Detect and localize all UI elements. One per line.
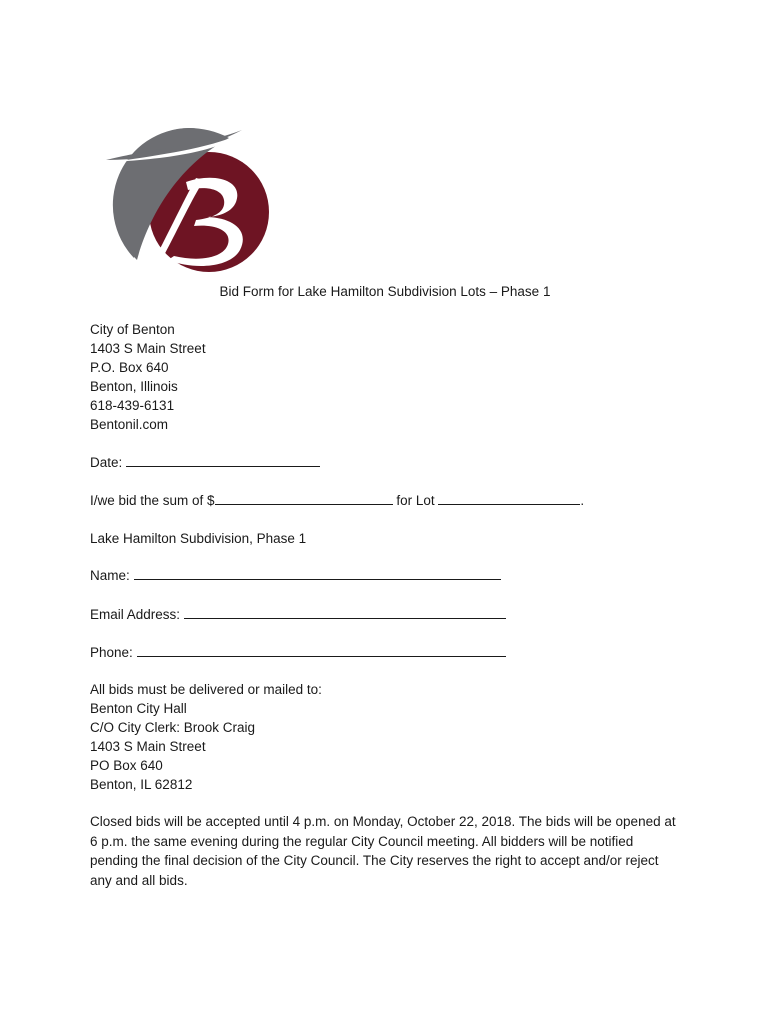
- delivery-line: Benton, IL 62812: [90, 777, 193, 792]
- name-label: Name:: [90, 568, 130, 583]
- benton-b-logo: [104, 120, 274, 290]
- date-row: [90, 453, 690, 472]
- closing-paragraph: Closed bids will be accepted until 4 p.m. on Monday, October 22, 2018. The bids will be opened at 6 p.m. the same evening during the regular City Council meeting. All bidders will be notified pending the final decision of the City Council. The City reserves the right to accept and/or reject any and all bids.: [90, 814, 676, 888]
- form-title-wrapper: [0, 283, 770, 301]
- address-line: 618-439-6131: [90, 398, 175, 413]
- name-row: [90, 566, 690, 585]
- email-field[interactable]: [184, 605, 506, 619]
- name-field[interactable]: [134, 566, 501, 580]
- bid-lot-label: for Lot: [396, 493, 435, 508]
- delivery-block: [90, 680, 690, 794]
- subdivision-label: Lake Hamilton Subdivision, Phase 1: [90, 531, 307, 546]
- date-label: Date:: [90, 455, 123, 470]
- email-label: Email Address:: [90, 607, 181, 622]
- delivery-line: All bids must be delivered or mailed to:: [90, 682, 322, 697]
- delivery-line: 1403 S Main Street: [90, 739, 206, 754]
- subdivision-row: [90, 529, 690, 548]
- address-line: P.O. Box 640: [90, 360, 169, 375]
- address-line: Bentonil.com: [90, 417, 169, 432]
- phone-field[interactable]: [137, 643, 506, 657]
- bid-amount-field[interactable]: [215, 491, 393, 505]
- city-address-block: [90, 320, 690, 434]
- bid-prefix-label: I/we bid the sum of $: [90, 493, 215, 508]
- delivery-line: PO Box 640: [90, 758, 163, 773]
- bid-sum-row: [90, 491, 690, 510]
- bid-suffix: .: [580, 493, 585, 508]
- delivery-line: Benton City Hall: [90, 701, 187, 716]
- address-line: 1403 S Main Street: [90, 341, 206, 356]
- phone-row: [90, 643, 690, 662]
- form-title: Bid Form for Lake Hamilton Subdivision Lots – Phase 1: [219, 284, 551, 299]
- phone-label: Phone:: [90, 645, 133, 660]
- address-line: Benton, Illinois: [90, 379, 178, 394]
- date-field[interactable]: [126, 453, 320, 467]
- address-line: City of Benton: [90, 322, 175, 337]
- email-row: [90, 605, 690, 624]
- lot-number-field[interactable]: [438, 491, 580, 505]
- delivery-line: C/O City Clerk: Brook Craig: [90, 720, 256, 735]
